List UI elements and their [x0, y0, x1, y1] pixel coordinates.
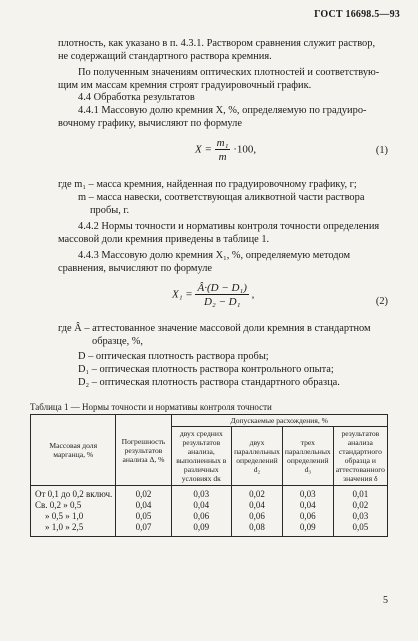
- cell-d2: 0,02: [232, 486, 283, 501]
- formula-1-numerator: m₁: [216, 137, 229, 149]
- paragraph-line: образце, %,: [92, 336, 144, 347]
- cell-error: 0,05: [116, 511, 171, 522]
- cell-dk: 0,04: [171, 500, 232, 511]
- standard-header: ГОСТ 16698.5—93: [314, 9, 400, 20]
- column-header-dk: двух средних результатов анализа, выполненных в различных условиях dк: [171, 427, 232, 486]
- table-row: [31, 500, 388, 511]
- cell-d2: 0,04: [232, 500, 283, 511]
- formula-2-numerator: Â·(D − D₁): [197, 282, 247, 294]
- cell-range: Св. 0,2 » 0,5: [31, 500, 116, 511]
- cell-d3: 0,04: [282, 500, 333, 511]
- paragraph-line: пробы, г.: [90, 205, 130, 216]
- page-number: 5: [383, 595, 388, 606]
- paragraph-line: D₁ – оптическая плотность раствора контрольного опыта;: [78, 364, 334, 375]
- paragraph-line: щим им массам кремния строят градуировочный график.: [58, 80, 312, 91]
- paragraph-line: где m₁ – масса кремния, найденная по градуировочному графику, г;: [58, 179, 357, 190]
- paragraph-line: По полученным значениям оптических плотностей и соответствую-: [78, 67, 380, 78]
- cell-range: » 1,0 » 2,5: [31, 522, 116, 537]
- formula-1-denominator: m: [218, 151, 227, 163]
- cell-error: 0,04: [116, 500, 171, 511]
- cell-d3: 0,03: [282, 486, 333, 501]
- cell-d3: 0,06: [282, 511, 333, 522]
- cell-delta: 0,05: [333, 522, 387, 537]
- table-row: [31, 522, 388, 537]
- cell-dk: 0,09: [171, 522, 232, 537]
- formula-1-fraction: [215, 137, 231, 163]
- column-header-delta: результатов анализа стандартного образца и аттестованного значения δ: [333, 427, 387, 486]
- paragraph-line: вочному графику, вычисляют по формуле: [58, 118, 242, 129]
- cell-delta: 0,02: [333, 500, 387, 511]
- cell-error: 0,07: [116, 522, 171, 537]
- paragraph-line: массовой доли кремния приведены в таблице 1.: [58, 234, 270, 245]
- formula-1-lhs: X =: [195, 143, 212, 156]
- norms-table: [30, 414, 388, 537]
- cell-range: » 0,5 » 1,0: [31, 511, 116, 522]
- cell-d2: 0,08: [232, 522, 283, 537]
- column-header-mass: Массовая доля марганца, %: [31, 415, 116, 486]
- formula-2-fraction: [195, 282, 248, 308]
- column-header-d3: трех параллельных определений d₃: [282, 427, 333, 486]
- column-header-d2: двух параллельных определений d₂: [232, 427, 283, 486]
- formula-1: [195, 137, 256, 163]
- paragraph-line: 4.4.1 Массовую долю кремния X, %, определяемую по градуиро-: [78, 105, 367, 116]
- formula-2-denominator: D₂ − D₁: [203, 296, 241, 308]
- paragraph-line: где Â – аттестованное значение массовой доли кремния в стандартном: [58, 323, 371, 334]
- table-row: [31, 511, 388, 522]
- cell-delta: 0,03: [333, 511, 387, 522]
- cell-delta: 0,01: [333, 486, 387, 501]
- column-header-error: Погрешность результатов анализа Δ, %: [116, 415, 171, 486]
- formula-2-lhs: X₁ =: [172, 288, 193, 301]
- cell-error: 0,02: [116, 486, 171, 501]
- cell-range: От 0,1 до 0,2 включ.: [31, 486, 116, 501]
- cell-d3: 0,09: [282, 522, 333, 537]
- cell-dk: 0,06: [171, 511, 232, 522]
- paragraph-line: сравнения, вычисляют по формуле: [58, 263, 213, 274]
- paragraph-line: плотность, как указано в п. 4.3.1. Раствором сравнения служит раствор,: [58, 38, 376, 49]
- paragraph-line: m – масса навески, соответствующая аликвотной части раствора: [78, 192, 365, 203]
- formula-2-number: (2): [375, 296, 388, 307]
- paragraph-line: D – оптическая плотность раствора пробы;: [78, 351, 269, 362]
- paragraph-line: D₂ – оптическая плотность раствора стандартного образца.: [78, 377, 340, 388]
- formula-2: [172, 282, 254, 308]
- section-heading: 4.4 Обработка результатов: [78, 92, 195, 103]
- formula-1-rhs: ·100,: [233, 143, 257, 156]
- cell-d2: 0,06: [232, 511, 283, 522]
- paragraph-line: 4.4.2 Нормы точности и нормативы контроля точности определения: [78, 221, 380, 232]
- column-group-header: Допускаемые расхождения, %: [171, 415, 387, 427]
- table-row: [31, 486, 388, 501]
- table-caption: Таблица 1 — Нормы точности и нормативы контроля точности: [30, 402, 272, 412]
- formula-2-rhs: ,: [251, 288, 255, 301]
- formula-1-number: (1): [375, 145, 388, 156]
- paragraph-line: не содержащий стандартного раствора кремния.: [58, 51, 272, 62]
- cell-dk: 0,03: [171, 486, 232, 501]
- paragraph-line: 4.4.3 Массовую долю кремния X₁, %, определяемую методом: [78, 250, 351, 261]
